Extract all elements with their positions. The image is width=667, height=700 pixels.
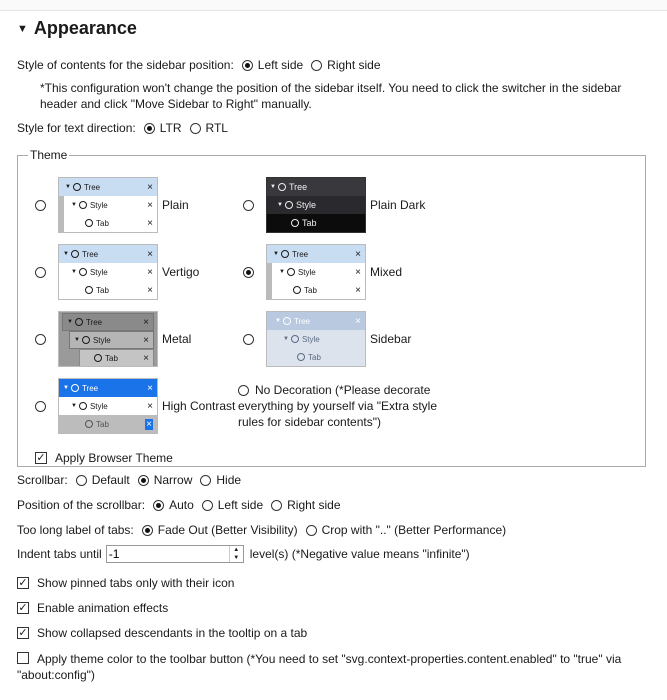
globe-icon — [291, 219, 299, 227]
theme-legend: Theme — [30, 148, 68, 162]
theme-option-metal[interactable] — [35, 311, 191, 367]
theme-option-high-contrast[interactable] — [35, 378, 235, 434]
radio-theme-no-decoration[interactable] — [238, 385, 249, 396]
theme-option-sidebar[interactable] — [243, 311, 411, 367]
stepper-up-icon[interactable]: ▲ — [233, 547, 240, 553]
radio-scrollbar-auto-label[interactable]: Auto — [169, 498, 194, 512]
globe-icon — [79, 402, 87, 410]
indent-input[interactable] — [107, 546, 229, 562]
radio-theme-plain[interactable] — [35, 200, 46, 211]
indent-row — [17, 545, 470, 563]
radio-scrollbar-narrow[interactable] — [138, 475, 149, 486]
radio-scrollbar-auto[interactable] — [153, 500, 164, 511]
theme-mixed-label[interactable]: Mixed — [370, 265, 403, 279]
radio-scrollbar-hide-label[interactable]: Hide — [216, 473, 242, 487]
radio-scrollbar-right-label[interactable]: Right side — [287, 498, 341, 512]
close-icon: × — [147, 266, 153, 278]
globe-icon — [71, 384, 79, 392]
radio-scrollbar-default[interactable] — [76, 475, 87, 486]
globe-icon — [293, 286, 301, 294]
pinned-icon-only-label[interactable]: Show pinned tabs only with their icon — [37, 576, 235, 590]
apply-browser-theme-checkbox[interactable]: ✓ — [36, 452, 46, 464]
globe-icon — [297, 353, 305, 361]
sidebar-position-row — [17, 58, 381, 72]
section-heading[interactable] — [17, 18, 137, 39]
collapsed-tooltip-label[interactable]: Show collapsed descendants in the tooltip on a tab — [37, 626, 308, 640]
animation-label[interactable]: Enable animation effects — [37, 601, 169, 615]
radio-rtl[interactable] — [190, 123, 201, 134]
long-label-row — [17, 523, 506, 537]
top-edge — [0, 0, 667, 11]
radio-fade-out-label[interactable]: Fade Out (Better Visibility) — [157, 523, 298, 537]
globe-icon — [75, 318, 83, 326]
text-direction-row — [17, 121, 228, 135]
theme-vertigo-label[interactable]: Vertigo — [162, 265, 200, 279]
globe-icon — [71, 250, 79, 258]
apply-browser-theme-row[interactable] — [35, 451, 173, 465]
scrollbar-label: Scrollbar: — [17, 473, 68, 487]
radio-crop-label[interactable]: Crop with ".." (Better Performance) — [321, 523, 507, 537]
close-icon: × — [143, 352, 149, 364]
theme-option-plain-dark[interactable] — [243, 177, 425, 233]
checkbox-row-pinned[interactable] — [17, 576, 234, 590]
close-icon: × — [146, 418, 152, 430]
sidebar-position-label: Style of contents for the sidebar position: — [17, 58, 234, 72]
theme-color-label[interactable]: Apply theme color to the toolbar button (*You need to set "svg.context-properties.content.enabled" to "true" via "about:config") — [17, 652, 622, 682]
radio-scrollbar-narrow-label[interactable]: Narrow — [153, 473, 193, 487]
radio-scrollbar-hide[interactable] — [200, 475, 211, 486]
text-direction-label: Style for text direction: — [17, 121, 136, 135]
long-label-label: Too long label of tabs: — [17, 523, 134, 537]
theme-option-vertigo[interactable] — [35, 244, 199, 300]
radio-theme-sidebar[interactable] — [243, 334, 254, 345]
close-icon: × — [147, 199, 153, 211]
theme-no-decoration-label[interactable]: No Decoration (*Please decorate everything by yourself via "Extra style rules for sidebar contents") — [238, 383, 438, 429]
radio-scrollbar-default-label[interactable]: Default — [91, 473, 130, 487]
theme-option-plain[interactable] — [35, 177, 189, 233]
radio-theme-plain-dark[interactable] — [243, 200, 254, 211]
close-icon: × — [147, 284, 153, 296]
collapse-triangle-icon: ▼ — [17, 22, 28, 35]
checkbox-row-animation[interactable] — [17, 601, 168, 615]
globe-icon — [291, 335, 299, 343]
radio-left-side[interactable] — [242, 60, 253, 71]
theme-plain-label[interactable]: Plain — [162, 198, 189, 212]
globe-icon — [278, 183, 286, 191]
indent-suffix: level(s) (*Negative value means "infinite") — [249, 547, 470, 561]
theme-preview-plain-dark[interactable]: ▼ Tree ▼ Style Tab — [266, 177, 366, 233]
theme-color-checkbox[interactable] — [17, 652, 29, 664]
radio-left-side-label[interactable]: Left side — [257, 58, 304, 72]
position-note: *This configuration won't change the position of the sidebar itself. You need to click the switcher in the sidebar header and click "Move Sidebar to Right" manually. — [40, 81, 622, 111]
globe-icon — [285, 201, 293, 209]
theme-preview-metal[interactable]: ▼ Tree × ▼ Style × Tab × — [58, 311, 158, 367]
scrollbar-position-row — [17, 498, 341, 512]
radio-ltr-label[interactable]: LTR — [159, 121, 182, 135]
globe-icon — [85, 286, 93, 294]
globe-icon — [283, 317, 291, 325]
close-icon: × — [147, 217, 153, 229]
close-icon: × — [147, 382, 153, 394]
radio-ltr[interactable] — [144, 123, 155, 134]
radio-scrollbar-left[interactable] — [202, 500, 213, 511]
theme-preview-sidebar[interactable]: ▼ Tree × ▼ Style Tab — [266, 311, 366, 367]
close-icon: × — [143, 316, 149, 328]
globe-icon — [79, 268, 87, 276]
radio-theme-high-contrast[interactable] — [35, 401, 46, 412]
theme-preview-mixed[interactable]: ▼ Tree × ▼ Style × Tab × — [266, 244, 366, 300]
radio-rtl-label[interactable]: RTL — [205, 121, 228, 135]
scrollbar-position-label: Position of the scrollbar: — [17, 498, 146, 512]
scrollbar-row — [17, 473, 241, 487]
globe-icon — [73, 183, 81, 191]
animation-checkbox[interactable]: ✓ — [18, 602, 28, 614]
theme-preview-vertigo[interactable]: ▼ Tree × ▼ Style × Tab × — [58, 244, 158, 300]
theme-option-mixed[interactable] — [243, 244, 402, 300]
checkbox-row-tooltip[interactable] — [17, 626, 307, 640]
close-icon: × — [355, 266, 361, 278]
theme-preview-plain[interactable]: ▼ Tree × ▼ Style × Tab × — [58, 177, 158, 233]
globe-icon — [287, 268, 295, 276]
close-icon: × — [147, 181, 153, 193]
theme-preview-high-contrast[interactable]: ▼ Tree × ▼ Style × Tab × — [58, 378, 158, 434]
globe-icon — [85, 420, 93, 428]
theme-option-no-decoration[interactable] — [238, 382, 448, 430]
radio-crop[interactable] — [306, 525, 317, 536]
close-icon: × — [143, 334, 149, 346]
pinned-icon-only-checkbox[interactable]: ✓ — [18, 577, 28, 589]
checkbox-row-theme-color[interactable] — [17, 651, 647, 683]
theme-sidebar-label[interactable]: Sidebar — [370, 332, 412, 346]
radio-theme-vertigo[interactable] — [35, 267, 46, 278]
globe-icon — [281, 250, 289, 258]
close-icon: × — [147, 248, 153, 260]
globe-icon — [82, 336, 90, 344]
close-icon: × — [355, 284, 361, 296]
radio-fade-out[interactable] — [142, 525, 153, 536]
collapsed-tooltip-checkbox[interactable]: ✓ — [18, 627, 28, 639]
globe-icon — [94, 354, 102, 362]
radio-theme-mixed[interactable] — [243, 267, 254, 278]
indent-stepper[interactable] — [106, 545, 244, 563]
theme-group — [17, 148, 646, 467]
close-icon: × — [355, 248, 361, 260]
theme-plain-dark-label[interactable]: Plain Dark — [370, 198, 426, 212]
section-title: Appearance — [33, 18, 137, 38]
stepper-down-icon[interactable]: ▼ — [233, 555, 240, 561]
close-icon: × — [355, 315, 361, 327]
radio-right-side-label[interactable]: Right side — [327, 58, 381, 72]
indent-label: Indent tabs until — [17, 547, 102, 561]
globe-icon — [79, 201, 87, 209]
apply-browser-theme-label[interactable]: Apply Browser Theme — [55, 451, 173, 465]
theme-metal-label[interactable]: Metal — [162, 332, 192, 346]
radio-scrollbar-left-label[interactable]: Left side — [217, 498, 264, 512]
radio-right-side[interactable] — [311, 60, 322, 71]
close-icon: × — [147, 400, 153, 412]
theme-high-contrast-label[interactable]: High Contrast — [162, 399, 236, 413]
radio-theme-metal[interactable] — [35, 334, 46, 345]
globe-icon — [85, 219, 93, 227]
radio-scrollbar-right[interactable] — [271, 500, 282, 511]
